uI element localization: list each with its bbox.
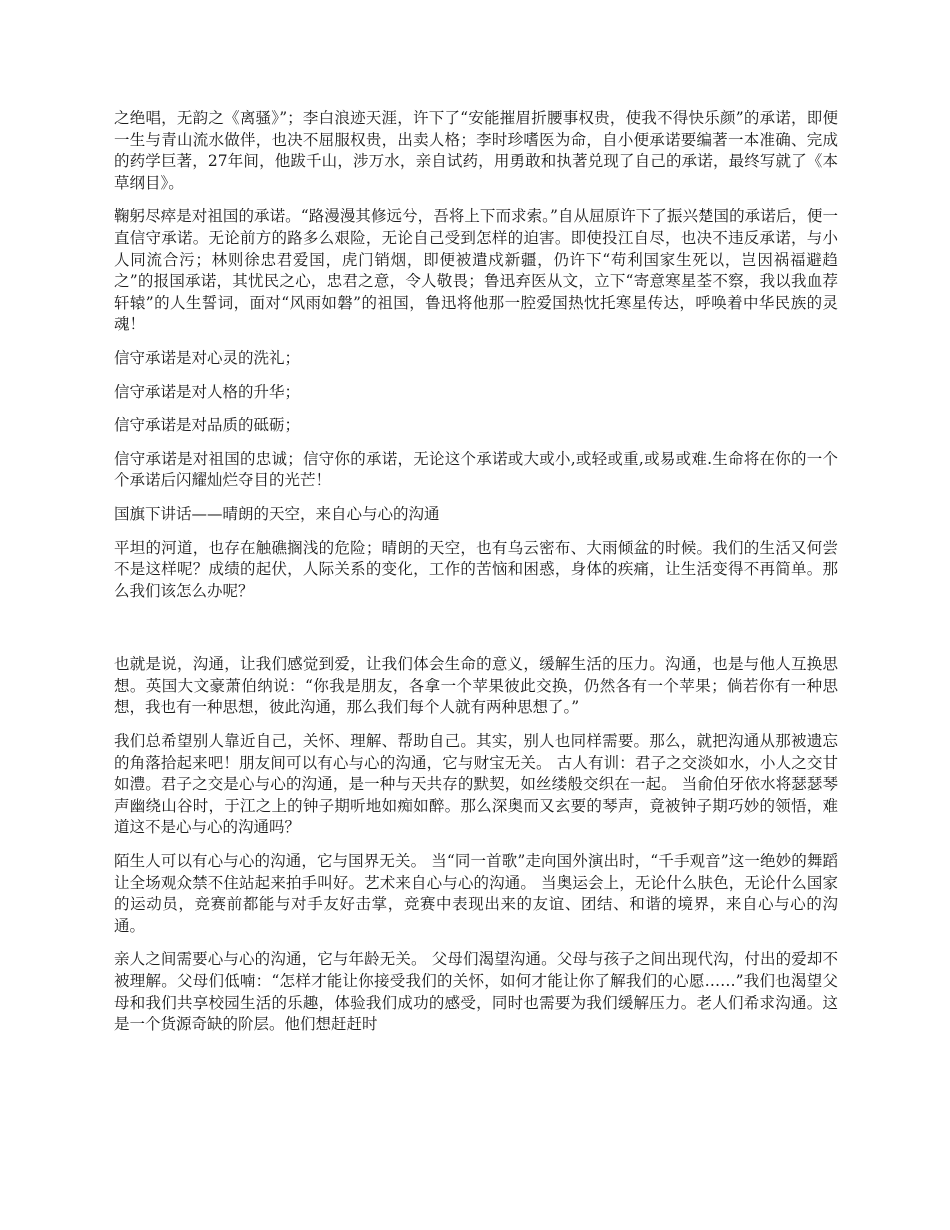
paragraph-communication-exchange: 也就是说，沟通，让我们感觉到爱，让我们体会生命的意义，缓解生活的压力。沟通，也是与他人互换思想。英国大文豪萧伯纳说：“你我是朋友，各拿一个苹果彼此交换，仍然各有一个苹果；倘若你有一种思想，我也有一种思想，彼此沟通，那么我们每个人就有两种思想了。” [114,655,838,717]
paragraph-family-communication: 亲人之间需要心与心的沟通，它与年龄无关。 父母们渴望沟通。父母与孩子之间出现代沟，付出的爱却不被理解。父母们低喃：“怎样才能让你接受我们的关怀，如何才能让你了解我们的心愿……”我们也渴望父母和我们共享校园生活的乐趣，体验我们成功的感受，同时也需要为我们缓解压力。老人们希求沟通。这是一个货源奇缺的阶层。他们想赶赶时 [114,950,838,1034]
paragraph-river-and-sky: 平坦的河道，也存在触礁搁浅的危险；晴朗的天空，也有乌云密布、大雨倾盆的时候。我们的生活又何尝不是这样呢？成绩的起伏，人际关系的变化，工作的苦恼和困惑，身体的疾痛，让生活变得不再简单。那么我们该怎么办呢？ [114,538,838,600]
paragraph-loyalty-to-country: 信守承诺是对祖国的忠诚；信守你的承诺，无论这个承诺或大或小,或轻或重,或易或难.生命将在你的一个个承诺后闪耀灿烂夺目的光芒！ [114,449,838,490]
paragraph-li-bai-li-shizhen: 之绝唱，无韵之《离骚》”；李白浪迹天涯，许下了“安能摧眉折腰事权贵，使我不得快乐颜”的承诺，即便一生与青山流水做伴，也决不屈服权贵，出卖人格；李时珍嗜医为命，自小便承诺要编著一本准确、完成的药学巨著，27年间，他跋千山，涉万水，亲自试药，用勇敢和执著兑现了自己的承诺，最终写就了《本草纲目》。 [114,109,838,192]
blank-gap [114,614,838,654]
paragraph-strangers-communication: 陌生人可以有心与心的沟通，它与国界无关。 当“同一首歌”走向国外演出时，“千手观音”这一绝妙的舞蹈让全场观众禁不住站起来拍手叫好。艺术来自心与心的沟通。 当奥运会上，无论什么肤色，无论什么国家的运动员，竞赛前都能与对手友好击掌，竞赛中表现出来的友谊、团结、和谐的境界，来自心与心的沟通。 [114,852,838,935]
section-heading: 国旗下讲话——晴朗的天空，来自心与心的沟通 [114,504,440,523]
paragraph-soul-baptism: 信守承诺是对心灵的洗礼； [114,348,301,367]
paragraph-friends-communication: 我们总希望别人靠近自己，关怀、理解、帮助自己。其实，别人也同样需要。那么，就把沟通从那被遗忘的角落拾起来吧！朋友间可以有心与心的沟通，它与财宝无关。 古人有训：君子之交淡如水，小人之交甘如澧。君子之交是心与心的沟通，是一种与天共存的默契，如丝缕般交织在一起。 当俞伯牙依水将瑟瑟琴声幽绕山谷时，于江之上的钟子期听地如痴如醉。那么深奥而又玄要的琴声，竟被钟子期巧妙的领悟，难道这不是心与心的沟通吗？ [114,732,838,837]
paragraph-devotion-to-country: 鞠躬尽瘁是对祖国的承诺。“路漫漫其修远兮，吾将上下而求索。”自从屈原许下了振兴楚国的承诺后，便一直信守承诺。无论前方的路多么艰险，无论自己受到怎样的迫害。即使投江自尽，也决不违反承诺，与小人同流合污；林则徐忠君爱国，虎门销烟，即便被遣戍新疆，仍许下“苟利国家生死以，岂因祸福避趋之”的报国承诺，其忧民之心，忠君之意，令人敬畏；鲁迅弃医从文，立下“寄意寒星荃不察，我以我血荐轩辕”的人生誓词，面对“风雨如磐”的祖国，鲁迅将他那一腔爱国热忱托寒星传达，呼唤着中华民族的灵魂！ [114,207,838,334]
paragraph-quality-tempering: 信守承诺是对品质的砥砺； [114,416,301,435]
paragraph-personality-sublimation: 信守承诺是对人格的升华； [114,382,301,401]
